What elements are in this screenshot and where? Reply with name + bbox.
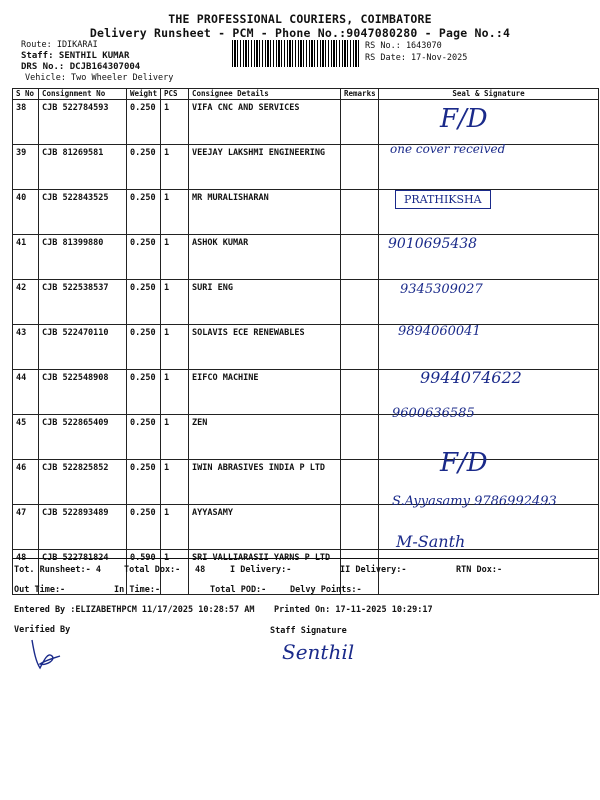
cell-sno: 41 [13,235,39,280]
cell-remarks [341,415,379,460]
rs-date-label: RS Date: 17-Nov-2025 [365,53,468,63]
cell-consignee: SOLAVIS ECE RENEWABLES [189,325,341,370]
col-remarks: Remarks [341,89,379,100]
cell-sno: 46 [13,460,39,505]
cell-consignment: CJB 522893489 [39,505,127,550]
handwritten-signature: F/D [440,448,488,478]
cell-pcs: 1 [161,100,189,145]
cell-remarks [341,190,379,235]
handwritten-signature: 9894060041 [398,324,481,339]
cell-remarks [341,235,379,280]
cell-signature [379,100,599,145]
handwritten-signature: F/D [440,104,488,134]
rs-no-label: RS No.: 1643070 [365,41,442,51]
table-row [13,505,599,550]
runsheet-table [12,88,599,595]
col-consignment: Consignment No [39,89,127,100]
cell-consignment: CJB 522781824 [39,550,127,595]
cell-consignment: CJB 522470110 [39,325,127,370]
cell-sno: 42 [13,280,39,325]
staff-signed-name: Senthil [282,640,355,664]
cell-remarks [341,505,379,550]
handwritten-signature: M-Santh [396,532,466,551]
cell-weight: 0.250 [127,370,161,415]
cell-consignment: CJB 522538537 [39,280,127,325]
staff-label: Staff: SENTHIL KUMAR [21,51,130,61]
cell-remarks [341,460,379,505]
cell-consignment: CJB 81399880 [39,235,127,280]
cell-sno: 48 [13,550,39,595]
printed-on: Printed On: 17-11-2025 10:29:17 [274,605,433,615]
cell-sno: 45 [13,415,39,460]
table-row [13,145,599,190]
ii-delivery: II Delivery:- [340,565,407,575]
col-signature: Seal & Signature [379,89,599,100]
cell-pcs: 1 [161,550,189,595]
verified-signature [28,634,68,674]
cell-weight: 0.250 [127,460,161,505]
cell-weight: 0.250 [127,235,161,280]
cell-consignment: CJB 522843525 [39,190,127,235]
cell-consignment: CJB 522825852 [39,460,127,505]
cell-weight: 0.250 [127,190,161,235]
cell-remarks [341,370,379,415]
handwritten-signature: 9600636585 [392,406,475,421]
table-row [13,280,599,325]
cell-weight: 0.250 [127,145,161,190]
table-header-row [13,89,599,100]
cell-sno: 38 [13,100,39,145]
col-consignee: Consignee Details [189,89,341,100]
col-pcs: PCS [161,89,189,100]
vehicle-label: Vehicle: Two Wheeler Delivery [25,73,174,83]
cell-pcs: 1 [161,235,189,280]
cell-consignee: VEEJAY LAKSHMI ENGINEERING [189,145,341,190]
i-delivery: I Delivery:- [230,565,292,575]
cell-remarks [341,325,379,370]
cell-remarks [341,100,379,145]
cell-sno: 40 [13,190,39,235]
verified-by: Verified By [14,625,71,635]
barcode [232,40,360,67]
cell-pcs: 1 [161,505,189,550]
cell-weight: 0.590 [127,550,161,595]
handwritten-signature: one cover received [390,142,506,156]
table-row [13,325,599,370]
cell-pcs: 1 [161,370,189,415]
total-pod: Total POD:- [210,585,267,595]
col-sno: S No [13,89,39,100]
route-label: Route: IDIKARAI [21,40,98,50]
cell-sno: 43 [13,325,39,370]
cell-sno: 44 [13,370,39,415]
drs-label: DRS No.: DCJB164307004 [21,62,141,72]
cell-consignment: CJB 522784593 [39,100,127,145]
rtn-dox: RTN Dox:- [456,565,503,575]
cell-weight: 0.250 [127,280,161,325]
entered-by: Entered By :ELIZABETHPCM 11/17/2025 10:28:57 AM [14,605,255,615]
company-title: THE PROFESSIONAL COURIERS, COIMBATORE [168,12,432,26]
handwritten-signature: S.Ayyasamy 9786992493 [392,494,557,509]
handwritten-signature: 9345309027 [400,282,483,297]
cell-consignee: IWIN ABRASIVES INDIA P LTD [189,460,341,505]
table-row [13,190,599,235]
delvy-points: Delvy Points:- [290,585,362,595]
cell-remarks [341,145,379,190]
staff-signature-label: Staff Signature [270,626,347,636]
out-time: Out Time:- [14,585,66,595]
total-dox-value: 48 [195,565,206,575]
cell-pcs: 1 [161,325,189,370]
cell-weight: 0.250 [127,100,161,145]
table-row [13,100,599,145]
cell-sno: 39 [13,145,39,190]
runsheet-subtitle: Delivery Runsheet - PCM - Phone No.:9047080280 - Page No.:4 [89,26,511,40]
cell-consignee: SRI VALLIARASII YARNS P LTD [189,550,341,595]
total-dox-label: Total Dox:- [124,565,181,575]
cell-weight: 0.250 [127,325,161,370]
cell-consignee: AYYASAMY [189,505,341,550]
handwritten-signature: 9010695438 [388,236,478,252]
in-time: In Time:- [114,585,161,595]
cell-pcs: 1 [161,415,189,460]
cell-weight: 0.250 [127,415,161,460]
cell-consignee: ZEN [189,415,341,460]
cell-remarks [341,280,379,325]
table-row [13,235,599,280]
cell-consignee: SURI ENG [189,280,341,325]
cell-consignee: VIFA CNC AND SERVICES [189,100,341,145]
cell-weight: 0.250 [127,505,161,550]
cell-consignee: MR MURALISHARAN [189,190,341,235]
cell-sno: 47 [13,505,39,550]
cell-consignment: CJB 522548908 [39,370,127,415]
table-row [13,415,599,460]
cell-signature [379,415,599,460]
cell-consignment: CJB 81269581 [39,145,127,190]
handwritten-signature: PRATHIKSHA [395,190,491,209]
tot-runsheet: Tot. Runsheet:- 4 [14,565,101,575]
cell-pcs: 1 [161,190,189,235]
cell-consignee: ASHOK KUMAR [189,235,341,280]
cell-consignee: EIFCO MACHINE [189,370,341,415]
cell-pcs: 1 [161,280,189,325]
cell-pcs: 1 [161,145,189,190]
handwritten-signature: 9944074622 [420,368,522,387]
cell-pcs: 1 [161,460,189,505]
cell-consignment: CJB 522865409 [39,415,127,460]
col-weight: Weight [127,89,161,100]
